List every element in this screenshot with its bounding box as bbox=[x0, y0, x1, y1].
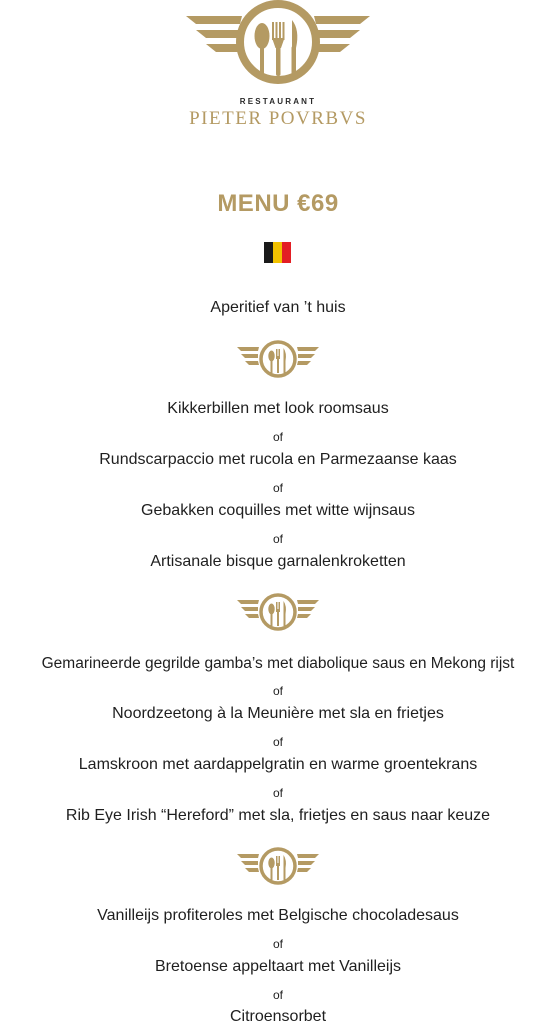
starter-item: Artisanale bisque garnalenkroketten bbox=[150, 553, 406, 570]
flag-stripe-black bbox=[264, 242, 273, 263]
starter-item: Gebakken coquilles met witte wijnsaus bbox=[141, 502, 415, 519]
starter-item: Kikkerbillen met look roomsaus bbox=[167, 400, 389, 417]
cutlery-wings-divider-icon bbox=[237, 339, 319, 379]
starter-item: Rundscarpaccio met rucola en Parmezaanse kaas bbox=[99, 451, 457, 468]
cutlery-wings-logo-icon bbox=[186, 0, 370, 90]
cutlery-wings-divider-icon bbox=[237, 846, 319, 886]
or-separator: of bbox=[272, 786, 283, 800]
main-course-item: Rib Eye Irish “Hereford” met sla, frietjes en saus naar keuze bbox=[65, 807, 491, 824]
or-separator: of bbox=[272, 684, 283, 698]
menu-title: MENU €69 bbox=[217, 190, 339, 217]
cutlery-wings-divider-icon bbox=[237, 592, 319, 632]
aperitif-item: Aperitief van ’t huis bbox=[210, 299, 346, 316]
restaurant-label: RESTAURANT bbox=[239, 97, 317, 106]
dessert-item: Vanilleijs profiteroles met Belgische chocoladesaus bbox=[97, 907, 459, 924]
or-separator: of bbox=[272, 532, 283, 546]
dessert-item: Bretoense appeltaart met Vanilleijs bbox=[154, 958, 402, 975]
belgian-flag-icon bbox=[264, 242, 291, 263]
or-separator: of bbox=[272, 430, 283, 444]
or-separator: of bbox=[272, 481, 283, 495]
restaurant-name: PIETER POVRBVS bbox=[189, 108, 367, 129]
dessert-item: Citroensorbet bbox=[229, 1008, 327, 1025]
flag-stripe-red bbox=[282, 242, 291, 263]
main-course-item: Noordzeetong à la Meunière met sla en frietjes bbox=[112, 705, 444, 722]
or-separator: of bbox=[272, 735, 283, 749]
flag-stripe-yellow bbox=[273, 242, 282, 263]
restaurant-logo bbox=[0, 0, 556, 140]
or-separator: of bbox=[272, 988, 283, 1002]
main-course-item: Gemarineerde gegrilde gamba’s met diabolique saus en Mekong rijst bbox=[41, 655, 515, 672]
or-separator: of bbox=[272, 937, 283, 951]
main-course-item: Lamskroon met aardappelgratin en warme groentekrans bbox=[78, 756, 478, 773]
